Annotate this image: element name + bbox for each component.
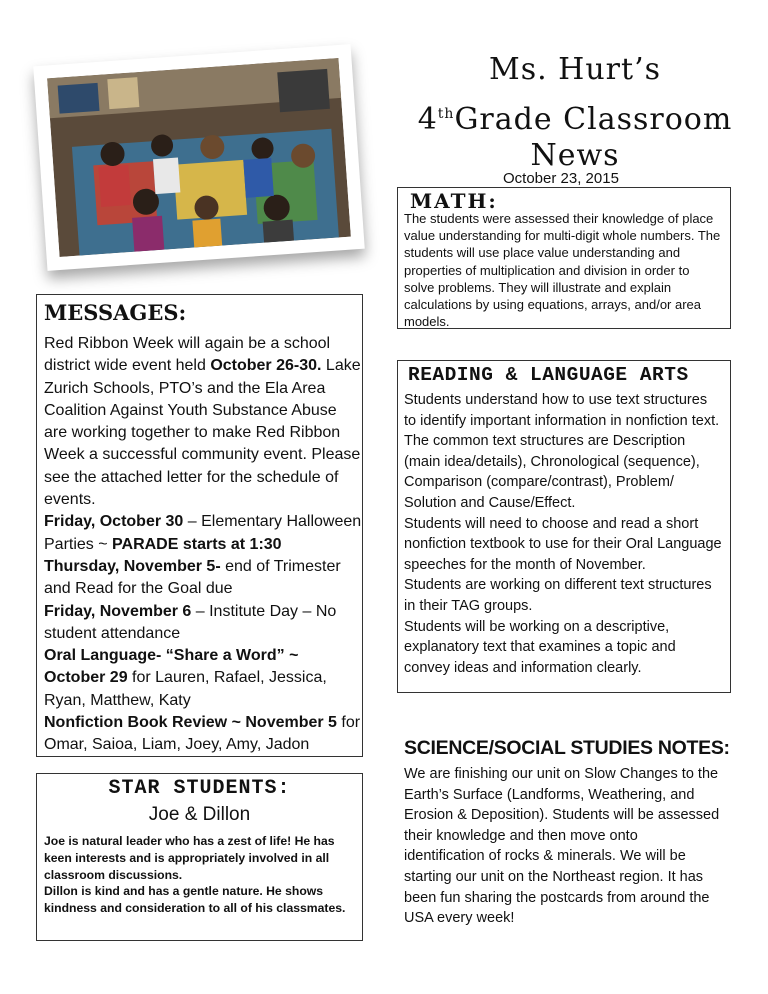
event-item — [44, 712, 362, 757]
reading-paragraph: Students will need to choose and read a short nonfiction textbook to use for their Oral Language speeches for the month of November. — [404, 515, 722, 573]
classroom-photo — [33, 44, 365, 271]
event-item — [44, 556, 362, 601]
event-text: for Lauren, Rafael, Jessica, Ryan, Matthew, Katy — [44, 669, 327, 709]
star-students-description — [44, 833, 362, 917]
grade-number: 4 — [417, 102, 438, 137]
star-students-heading: STAR STUDENTS: — [108, 777, 291, 800]
event-item — [44, 601, 362, 646]
messages-heading: MESSAGES: — [44, 300, 187, 325]
intro-text: Red Ribbon Week will again be a school district wide event held — [44, 335, 331, 375]
messages-intro — [44, 333, 362, 511]
event-item — [44, 511, 362, 556]
star-student-note: Dillon is kind and has a gentle nature. He shows kindness and consideration to all of his classmates. — [44, 884, 346, 916]
star-student-note: Joe is natural leader who has a zest of life! He has keen interests and is appropriately involved in all classroom discussions. — [44, 834, 335, 882]
event-text: for Omar, Saioa, Liam, Joey, Amy, Jadon — [44, 714, 361, 754]
event-item — [44, 645, 362, 712]
intro-dates: October 26-30. — [210, 357, 322, 375]
title-grade-rest: Grade Classroom — [454, 102, 733, 137]
classroom-photo-image — [47, 58, 351, 257]
event-date: Nonfiction Book Review ~ November 5 — [44, 714, 337, 732]
event-date: Friday, October 30 — [44, 513, 184, 531]
event-text: – Elementary Halloween Parties ~ — [44, 513, 362, 553]
messages-body — [44, 333, 362, 757]
reading-heading: READING & LANGUAGE ARTS — [408, 364, 689, 386]
event-date: Oral Language- “Share a Word” ~ October 29 — [44, 647, 299, 687]
event-text: end of Trimester and Read for the Goal due — [44, 557, 341, 598]
event-date: Friday, November 6 — [44, 602, 192, 620]
reading-paragraph: Students are working on different text structures in their TAG groups. — [404, 577, 712, 614]
science-text: We are finishing our unit on Slow Changes to the Earth’s Surface (Landforms, Weathering, and Erosion & Deposition). Students will be assessed their knowledge and then move onto identification of rocks & minerals. We will be starting our unit on the Northeast region. It has been fun sharing the postcards from around the USA every week! — [404, 766, 720, 927]
star-students-names: Joe & Dillon — [148, 804, 251, 825]
newsletter-title-line1: Ms. Hurt’s — [489, 52, 661, 87]
event-date: Thursday, November 5- — [44, 557, 221, 575]
math-text: The students were assessed their knowledge of place value understanding for multi-digit whole numbers. The students will use place value understanding and properties of multiplication and division in order to solve problems. They will illustrate and explain calculations by using equations, arrays, and/or area models. — [404, 211, 721, 330]
grade-suffix: th — [437, 106, 455, 122]
event-highlight: PARADE starts at 1:30 — [112, 535, 282, 553]
event-text: – Institute Day – No student attendance — [44, 602, 337, 642]
newsletter-title-line3: News — [530, 138, 620, 173]
newsletter-date: October 23, 2015 — [503, 170, 619, 187]
reading-paragraph: Students will be working on a descriptive, explanatory text that examines a topic and convey ideas and information clearly. — [404, 618, 676, 676]
science-heading: SCIENCE/SOCIAL STUDIES NOTES: — [404, 737, 730, 759]
intro-rest: Lake Zurich Schools, PTO’s and the Ela Area Coalition Against Youth Substance Abuse are working together to make Red Ribbon Week a successful community event. Please see the attached letter for the schedule of events. — [44, 357, 361, 509]
reading-body — [404, 390, 722, 678]
math-heading: MATH: — [410, 189, 498, 213]
reading-paragraph: Students understand how to use text structures to identify important information in nonfiction text. The common text structures are Description (main idea/details), Chronological (sequence), Comparison (compare/contrast), Problem/ Solution and Cause/Effect. — [404, 392, 720, 511]
